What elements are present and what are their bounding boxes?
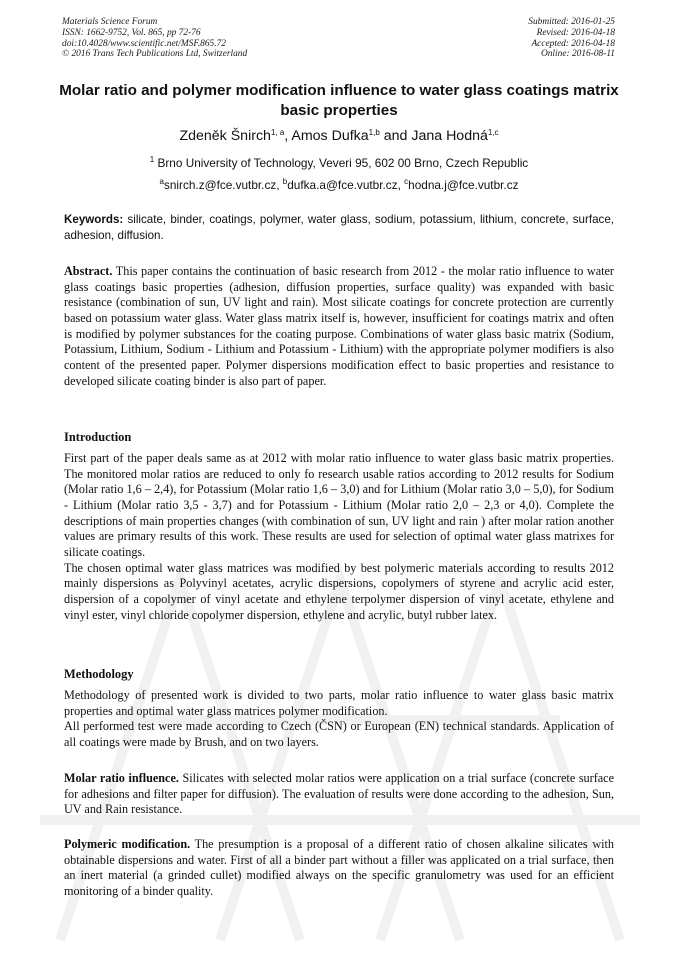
email-superscript: a	[159, 177, 164, 186]
affiliation	[40, 155, 638, 170]
date-submitted: Submitted: 2016-01-25	[528, 17, 615, 27]
author-emails	[40, 177, 638, 192]
introduction-paragraph-2: The chosen optimal water glass matrices was modified by best polymeric materials according to results 2012 mainly dispersions as Polyvinyl acetates, acrylic dispersions, copolymers of styrene and acrylic acid ester, dispersion of a copolymer of vinyl acetate and ethylene terpolymer dispersion of vinyl acetate, ethylene and vinyl ester, vinyl chloride copolymer dispersion, ethylene and acrylic, butyl rubber latex.	[64, 560, 614, 622]
email-link[interactable]: dufka.a@fce.vutbr.cz,	[287, 178, 405, 192]
author-name: Zdeněk Šnirch	[179, 128, 271, 144]
email-link[interactable]: snirch.z@fce.vutbr.cz,	[163, 178, 283, 192]
abstract-section	[64, 264, 614, 389]
keywords-section	[64, 212, 614, 243]
affiliation-superscript: 1	[149, 155, 155, 164]
journal-name: Materials Science Forum	[62, 17, 158, 27]
date-revised: Revised: 2016-04-18	[536, 27, 615, 38]
email-superscript: b	[282, 177, 288, 186]
email-superscript: c	[404, 177, 409, 186]
methodology-paragraph-1: Methodology of presented work is divided to two parts, molar ratio influence to water glass basic matrix properties and optimal water glass matrices polymer modification.	[64, 688, 614, 718]
abstract-label: Abstract.	[64, 264, 113, 278]
paper-title: Molar ratio and polymer modification influence to water glass coatings matrix basic properties	[59, 82, 619, 119]
author-separator: and	[379, 128, 412, 144]
date-online: Online: 2016-08-11	[540, 49, 615, 60]
molar-ratio-text: Silicates with selected molar ratios were application on a trial surface (concrete surface for adhesions and filter paper for diffusion). The evaluation of results were done according to the adhesion, Sun, UV and Rain resistance.	[64, 771, 614, 817]
molar-ratio-section	[64, 771, 614, 818]
abstract-text: This paper contains the continuation of basic research from 2012 - the molar ratio influence to water glass coatings basic properties (adhesion, diffusion properties, surface quality) was expanded with basic resistance (combination of sun, UV light and rain). Most silicate coatings for concrete protection are currently based on potassium water glass. Water glass matrix itself is, however, insufficient for coatings matrix and often is modified by polymer substances for the coating purpose. Combinations of water glass basic matrix (Sodium, Potassium, Lithium, Sodium - Lithium and Potassium - Lithium) with the appropriate polymer modifiers is also content of the presented paper. Polymer dispersions modification effect to basic properties and resistance to developed silicate coating binder is also part of paper.	[64, 264, 614, 388]
journal-issn: ISSN: 1662-9752, Vol. 865, pp 72-76	[62, 27, 201, 38]
methodology-section	[64, 688, 614, 751]
molar-ratio-paragraph	[64, 771, 614, 818]
author-name: Jana Hodná	[411, 128, 488, 144]
author-superscript: 1,b	[368, 128, 380, 137]
journal-copyright: © 2016 Trans Tech Publications Ltd, Switzerland	[62, 49, 248, 60]
polymeric-modification-paragraph	[64, 837, 614, 900]
email-link[interactable]: hodna.j@fce.vutbr.cz	[408, 178, 519, 192]
introduction-section	[64, 451, 614, 623]
author-superscript: 1, a	[270, 128, 285, 137]
polymeric-modification-section	[64, 837, 614, 900]
author-superscript: 1,c	[487, 128, 499, 137]
methodology-paragraph-2: All performed test were made according to Czech (ČSN) or European (EN) technical standards. Application of all coatings were made by Brush, and on two layers.	[64, 719, 614, 749]
publication-dates	[528, 17, 615, 60]
author-name: Amos Dufka	[291, 128, 369, 144]
introduction-heading: Introduction	[64, 430, 132, 444]
keywords-text: silicate, binder, coatings, polymer, water glass, sodium, potassium, lithium, concrete, surface, adhesion, diffusion.	[64, 213, 614, 242]
abstract-paragraph	[64, 264, 614, 389]
affiliation-text: Brno University of Technology, Veveri 95, 602 00 Brno, Czech Republic	[154, 156, 529, 170]
introduction-paragraph-1: First part of the paper deals same as at 2012 with molar ratio influence to water glass basic matrix properties. The monitored molar ratios are reduced to only fo research usable ratios according to 2012 results for Sodium (Molar ratio 1,6 – 2,4), for Potassium (Molar ratio 1,6 – 3,0) and for Lithium (Molar ratio 3,0 – 5,0), for Sodium - Lithium (Molar ratio 3,5 - 3,7) and for Potassium - Lithium (Molar ratio 2,0 – 2,3 or 4,0). Complete the descriptions of main properties changes (with combination of sun, UV light and rain ) after molar ration another values are primary results of this work. These results are used for selection of optimal water glass matrixes for silicate coatings.	[64, 451, 614, 559]
date-accepted: Accepted: 2016-04-18	[531, 38, 615, 49]
keywords-label: Keywords:	[64, 213, 124, 226]
polymeric-modification-text: The presumption is a proposal of a different ratio of chosen alkaline silicates with obtainable dispersions and water. First of all a binder part without a filler was applicated on a trial surface, then an inert material (a grinded cullet) modified always on the specific granulometry was used for an efficient monitoring of a binder quality.	[64, 837, 614, 898]
molar-ratio-label: Molar ratio influence.	[64, 771, 179, 785]
methodology-heading: Methodology	[64, 667, 134, 681]
journal-doi[interactable]: doi:10.4028/www.scientific.net/MSF.865.72	[62, 38, 226, 49]
author-list	[40, 128, 638, 144]
polymeric-modification-label: Polymeric modification.	[64, 837, 191, 851]
author-separator: ,	[284, 128, 292, 144]
journal-info	[62, 17, 247, 60]
